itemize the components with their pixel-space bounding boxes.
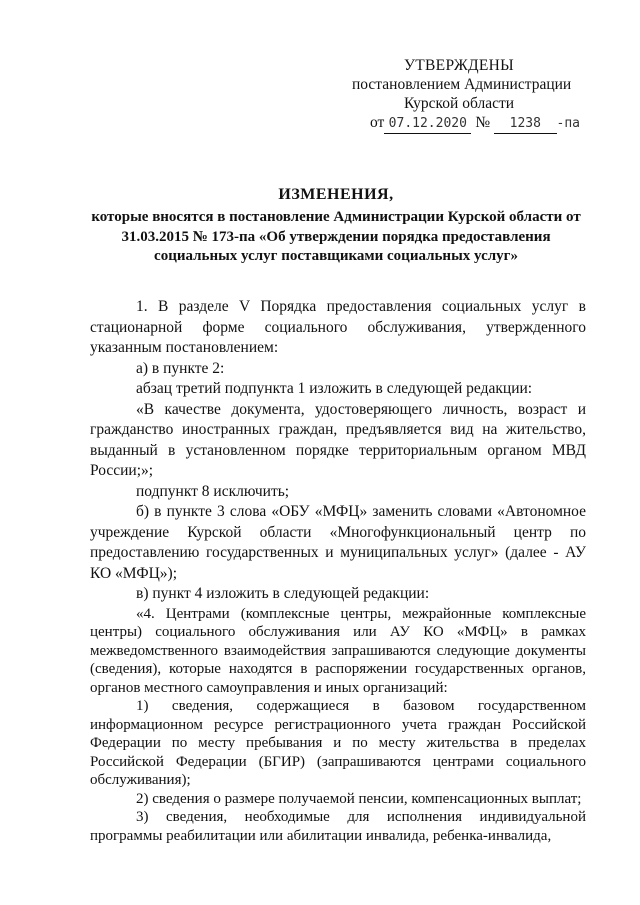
paragraph-5: подпункт 8 исключить; bbox=[136, 482, 290, 500]
paragraph-11: 3) сведения, необходимые для исполнения индивидуальной программы реабилитации или абилитации инвалида, ребенка-инвалида, bbox=[90, 809, 586, 844]
approval-stamp bbox=[340, 56, 580, 134]
paragraph-4: «В качестве документа, удостоверяющего личность, возраст и гражданство иностранных граждан, предъявляется вид на жительство, выданный в установленном порядке территориальным органом МВД России;»; bbox=[90, 400, 586, 479]
paragraph-6: б) в пункте 3 слова «ОБУ «МФЦ» заменить словами «Автономное учреждение Курской области «Многофункциональный центр по предоставлению государственных и муниципальных услуг» (далее - АУ КО «МФЦ»); bbox=[90, 503, 586, 582]
paragraph-7: в) пункт 4 изложить в следующей редакции: bbox=[136, 585, 430, 602]
approval-number: 1238 bbox=[494, 114, 556, 134]
paragraph-1: 1. В разделе V Порядка предоставления социальных услуг в стационарной форме социального обслуживания, утвержденного указанным постановлением: bbox=[90, 298, 586, 356]
paragraph-3: абзац третий подпункта 1 изложить в следующей редакции: bbox=[136, 380, 533, 397]
paragraph-2: а) в пункте 2: bbox=[136, 359, 225, 377]
number-label: № bbox=[475, 114, 491, 131]
approval-authority: постановлением Администрации bbox=[352, 76, 572, 93]
approval-number-suffix: -па bbox=[556, 116, 580, 131]
document-title bbox=[86, 186, 586, 267]
paragraph-8: «4. Центрами (комплексные центры, межрайонные комплексные центры) социального обслуживания или АУ КО «МФЦ» в рамках межведомственного взаимодействия запрашиваются следующие документы (сведения), которые находятся в распоряжении государственных органов, органов местного самоуправления и иных организаций: bbox=[90, 605, 586, 696]
approval-date: 07.12.2020 bbox=[384, 114, 471, 134]
paragraph-9: 1) сведения, содержащиеся в базовом государственном информационном ресурсе регистрационного учета граждан Российской Федерации по месту пребывания и по месту жительства в пределах Российской Федерации (БГИР) (запрашиваются центрами социального обслуживания); bbox=[90, 698, 586, 788]
document-body bbox=[90, 297, 586, 845]
approval-region: Курской области bbox=[404, 95, 515, 112]
approval-heading: УТВЕРЖДЕНЫ bbox=[404, 57, 514, 74]
from-label: от bbox=[370, 114, 385, 131]
paragraph-10: 2) сведения о размере получаемой пенсии, компенсационных выплат; bbox=[136, 790, 582, 807]
title-subtitle: которые вносятся в постановление Администрации Курской области от 31.03.2015 № 173-па «Об утверждении порядка предоставления социальных услуг поставщиками социальных услуг» bbox=[91, 209, 581, 264]
approval-date-line bbox=[340, 113, 580, 134]
title-main: ИЗМЕНЕНИЯ, bbox=[278, 186, 394, 203]
